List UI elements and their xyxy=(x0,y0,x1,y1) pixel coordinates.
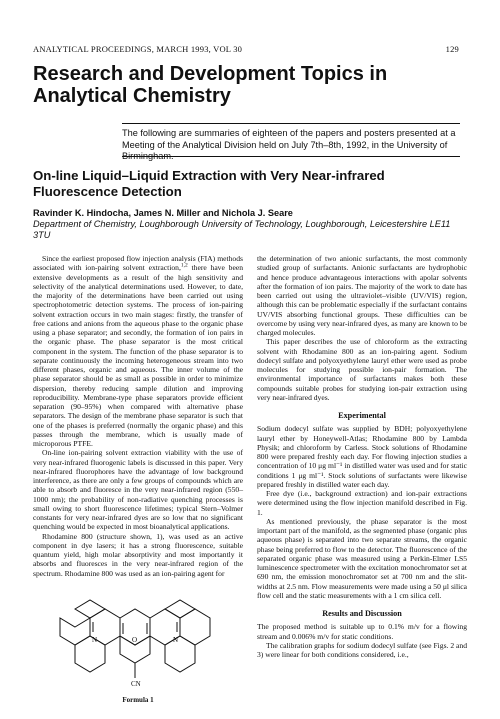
journal-header: ANALYTICAL PROCEEDINGS, MARCH 1993, VOL 30 xyxy=(33,44,243,54)
page-number: 129 xyxy=(445,44,459,54)
section-title: Research and Development Topics in Analytical Chemistry xyxy=(33,63,388,107)
formula-figure xyxy=(33,596,243,708)
results-heading: Results and Discussion xyxy=(322,609,402,618)
svg-text:N: N xyxy=(173,636,179,644)
left-column xyxy=(33,254,243,578)
body-paragraph: On-line ion-pairing solvent extraction viability with the use of very near-infrared fluorogenic labels is discussed in this paper. Very near-infrared fluorophores have the advantage of low background interference, as there are only a few groups of compounds which are able to absorb and fluoresce in the very near-infrared region (550–1000 nm); the probability of non-radiative quenching processes is small owing to short fluorescence lifetimes; typical Stern–Volmer constants for very near-infrared dyes are so low that no significant quenching would be expected in most bioanalytical applications. xyxy=(33,448,243,532)
body-paragraph: This paper describes the use of chloroform as the extracting solvent with Rhodamine 800 as an ion-pairing agent. Sodium dodecyl sulfate and polyoxyethylene lauryl ether were used as probe molecules for studying possible ion-pair formation. The environmental importance of surfactants makes both these compounds suitable probes for studying ion-pair extraction using very near-infrared dyes. xyxy=(257,337,467,402)
body-paragraph: the determination of two anionic surfactants, the most commonly studied group of surfactants. Anionic surfactants are hydrophobic and hence produce advantageous interactions with apolar solvents after the formation of ion pairs. The majority of the work to date has been carried out using the ultraviolet–visible (UV/VIS) region, although this can be problematic especially if the surfactant contains UV/VIS absorbing functional groups. These difficulties can be overcome by using very near-infrared dyes, as many are known to be charged molecules. xyxy=(257,254,467,337)
body-paragraph: Free dye (i.e., background extraction) and ion-pair extractions were determined using the flow injection manifold described in Fig. 1. xyxy=(257,489,467,517)
body-paragraph: The calibration graphs for sodium dodecyl sulfate (see Figs. 2 and 3) were linear for both conditions considered, i.e., xyxy=(257,640,467,659)
article-affiliation: Department of Chemistry, Loughborough University of Technology, Loughborough, Leicestershire LE11 3TU xyxy=(33,219,451,240)
summary-top-rule xyxy=(122,123,460,124)
body-paragraph: Since the earliest proposed flow injection analysis (FIA) methods associated with ion-pairing solvent extraction,$^{1,2}$ there have been extensive developments as a result of the high sensitivity and selectivity of the analytical determinations used. However, to date, the majority of the determinations have been carried out using spectrophotometric detection systems. The process of ion-pairing solvent extraction occurs in two main stages: firstly, the transfer of free cations and anions from the aqueous phase to the organic phase using a phase separator; and secondly, the formation of ion pairs in the organic phase. The phase separator is the most critical component in the system. The function of the phase separator is to separate continuously the incoming heterogeneous stream into two different phases, organic and aqueous. The inner volume of the phase separator should be as small as possible in order to minimize dispersion, thereby reducing sample dilution and improving reproducibility. Membrane-type phase separators provide efficient separation (90–95%) when compared with alternative phase separators. The design of the membrane phase separator is such that one of the phases is preferred (normally the organic phase) and this passes through the membrane, which is usually made of microporous PTFE. xyxy=(33,254,243,448)
body-paragraph: Rhodamine 800 (structure shown, 1), was used as an active component in dye lasers; it has a strong fluorescence, suitable quantum yield, high molar absorptivity and most importantly it absorbs and fluoresces in the very near-infrared region of the spectrum. Rhodamine 800 was used as an ion-pairing agent for xyxy=(33,531,243,578)
meeting-summary: The following are summaries of eighteen of the papers and posters presented at a Meeting of the Analytical Division held on July 7th–8th, 1992, in the University of Birmingham. xyxy=(122,128,456,161)
cyano-label: CN xyxy=(131,680,141,688)
svg-text:O: O xyxy=(132,636,138,644)
running-header xyxy=(33,44,459,56)
right-column xyxy=(257,254,467,659)
body-paragraph: Sodium dodecyl sulfate was supplied by BDH; polyoxyethylene lauryl ether by Honeywell-Atlas; Rhodamine 800 by Lambda Physik; and chloroform by Carless. Stock solutions of Rhodamine 800 were prepared freshly each day. For flowing injection studies a concentration of 10 μg ml⁻¹ in distilled water was used and for static conditions 1 μg ml⁻¹. Stock solutions of surfactants were likewise prepared freshly in distilled water each day. xyxy=(257,424,467,489)
body-paragraph: As mentioned previously, the phase separator is the most important part of the manifold, as the segmented phase (organic plus aqueous phase) is separated into two separate streams, the organic phase being preferred to flow to the detector. The fluorescence of the separated organic phase was measured using a Perkin-Elmer LS5 luminescence spectrometer with the excitation monochromator set at 690 nm, the emission monochromator set at 700 nm and the slit-widths at 2.5 nm. Flow measurements were made using a 50 μl silica flow cell and the static measurements with a 1 cm silica cell. xyxy=(257,516,467,600)
article-authors: Ravinder K. Hindocha, James N. Miller and Nichola J. Seare xyxy=(33,208,293,218)
summary-bottom-rule xyxy=(122,156,460,157)
article-title: On-line Liquid–Liquid Extraction with Very Near-infrared Fluorescence Detection xyxy=(33,168,385,199)
svg-text:N: N xyxy=(92,636,98,644)
formula-caption: Formula 1 xyxy=(122,696,154,704)
body-paragraph: The proposed method is suitable up to 0.1% m/v for a flowing stream and 0.006% m/v for static conditions. xyxy=(257,622,467,641)
experimental-heading: Experimental xyxy=(338,411,386,420)
reference-superscript: 1,2 xyxy=(180,262,188,269)
